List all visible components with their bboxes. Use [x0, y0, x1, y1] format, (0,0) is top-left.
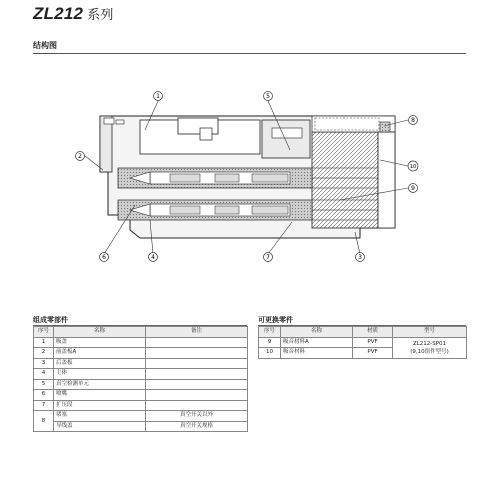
column-header: 型号	[393, 327, 467, 338]
cell-note	[146, 358, 248, 369]
callout-7	[264, 253, 273, 262]
column-header: 名称	[281, 327, 353, 338]
parts-table-title: 组成零部件	[33, 316, 68, 324]
cell-name: 吸盖	[54, 337, 146, 348]
column-header: 名称	[54, 327, 146, 338]
svg-text:4: 4	[151, 254, 155, 262]
svg-text:2: 2	[78, 153, 82, 161]
cell-name: 喷嘴	[54, 390, 146, 401]
callout-8	[409, 116, 418, 125]
cell-no: 8	[34, 411, 54, 432]
model-name: ZL212	[33, 4, 84, 23]
model-number: ZL212-SP01	[412, 340, 447, 347]
cell-no: 1	[34, 337, 54, 348]
svg-text:3: 3	[358, 254, 362, 262]
svg-text:6: 6	[102, 254, 106, 262]
cell-name: 吸音材料	[281, 348, 353, 359]
cell-note	[146, 348, 248, 359]
cell-note	[146, 369, 248, 380]
cell-note	[146, 379, 248, 390]
table-row	[34, 379, 248, 390]
column-header: 材质	[353, 327, 393, 338]
cell-name: 堵塞	[54, 411, 146, 422]
svg-text:8: 8	[411, 117, 415, 125]
cell-note	[146, 337, 248, 348]
callout-9	[409, 184, 418, 193]
cell-name: 后盖板	[54, 358, 146, 369]
section-heading: 结构图	[33, 41, 57, 50]
cell-no: 3	[34, 358, 54, 369]
replace-table	[258, 326, 467, 359]
cell-model	[393, 337, 467, 358]
table-header-row	[34, 327, 248, 338]
cell-name: 导线盖	[54, 421, 146, 432]
callout-4	[149, 253, 158, 262]
cell-no: 7	[34, 400, 54, 411]
callout-6	[100, 253, 109, 262]
callout-10	[408, 161, 418, 171]
column-header: 备注	[146, 327, 248, 338]
section-divider	[33, 53, 466, 54]
callout-1	[154, 92, 163, 101]
series-label: 系列	[87, 8, 114, 23]
table-header-row	[259, 327, 467, 338]
table-row	[34, 369, 248, 380]
svg-text:1: 1	[156, 93, 160, 101]
svg-text:9: 9	[411, 185, 415, 193]
table-row	[34, 400, 248, 411]
table-row	[259, 337, 467, 348]
svg-text:7: 7	[266, 254, 270, 262]
cell-material: PVF	[353, 348, 393, 359]
column-header: 序号	[259, 327, 281, 338]
table-row	[34, 390, 248, 401]
table-row	[34, 348, 248, 359]
table-row	[34, 358, 248, 369]
cell-no: 2	[34, 348, 54, 359]
table-row	[34, 421, 248, 432]
cell-note	[146, 400, 248, 411]
callout-5	[264, 92, 273, 101]
cell-name: 吸音材料A	[281, 337, 353, 348]
cell-name: 主体	[54, 369, 146, 380]
cell-no: 4	[34, 369, 54, 380]
cell-note	[146, 390, 248, 401]
model-note: (9,10组件型号)	[410, 348, 449, 355]
cell-no: 10	[259, 348, 281, 359]
cell-name: 真空检测单元	[54, 379, 146, 390]
cell-note: 真空开关以外	[146, 411, 248, 422]
replace-table-title: 可更换零件	[258, 316, 293, 324]
svg-text:5: 5	[266, 93, 270, 101]
page-title	[33, 4, 114, 24]
cell-name: 扩压段	[54, 400, 146, 411]
callout-2	[76, 152, 85, 161]
table-row	[34, 411, 248, 422]
cell-no: 5	[34, 379, 54, 390]
svg-text:10: 10	[409, 164, 417, 170]
cell-no: 9	[259, 337, 281, 348]
table-row	[34, 337, 248, 348]
structure-diagram	[0, 80, 500, 270]
parts-table	[33, 326, 248, 432]
cell-name: 前盖板A	[54, 348, 146, 359]
callout-3	[356, 253, 365, 262]
column-header: 序号	[34, 327, 54, 338]
cell-no: 6	[34, 390, 54, 401]
cell-material: PVF	[353, 337, 393, 348]
cell-note: 真空开关规格	[146, 421, 248, 432]
